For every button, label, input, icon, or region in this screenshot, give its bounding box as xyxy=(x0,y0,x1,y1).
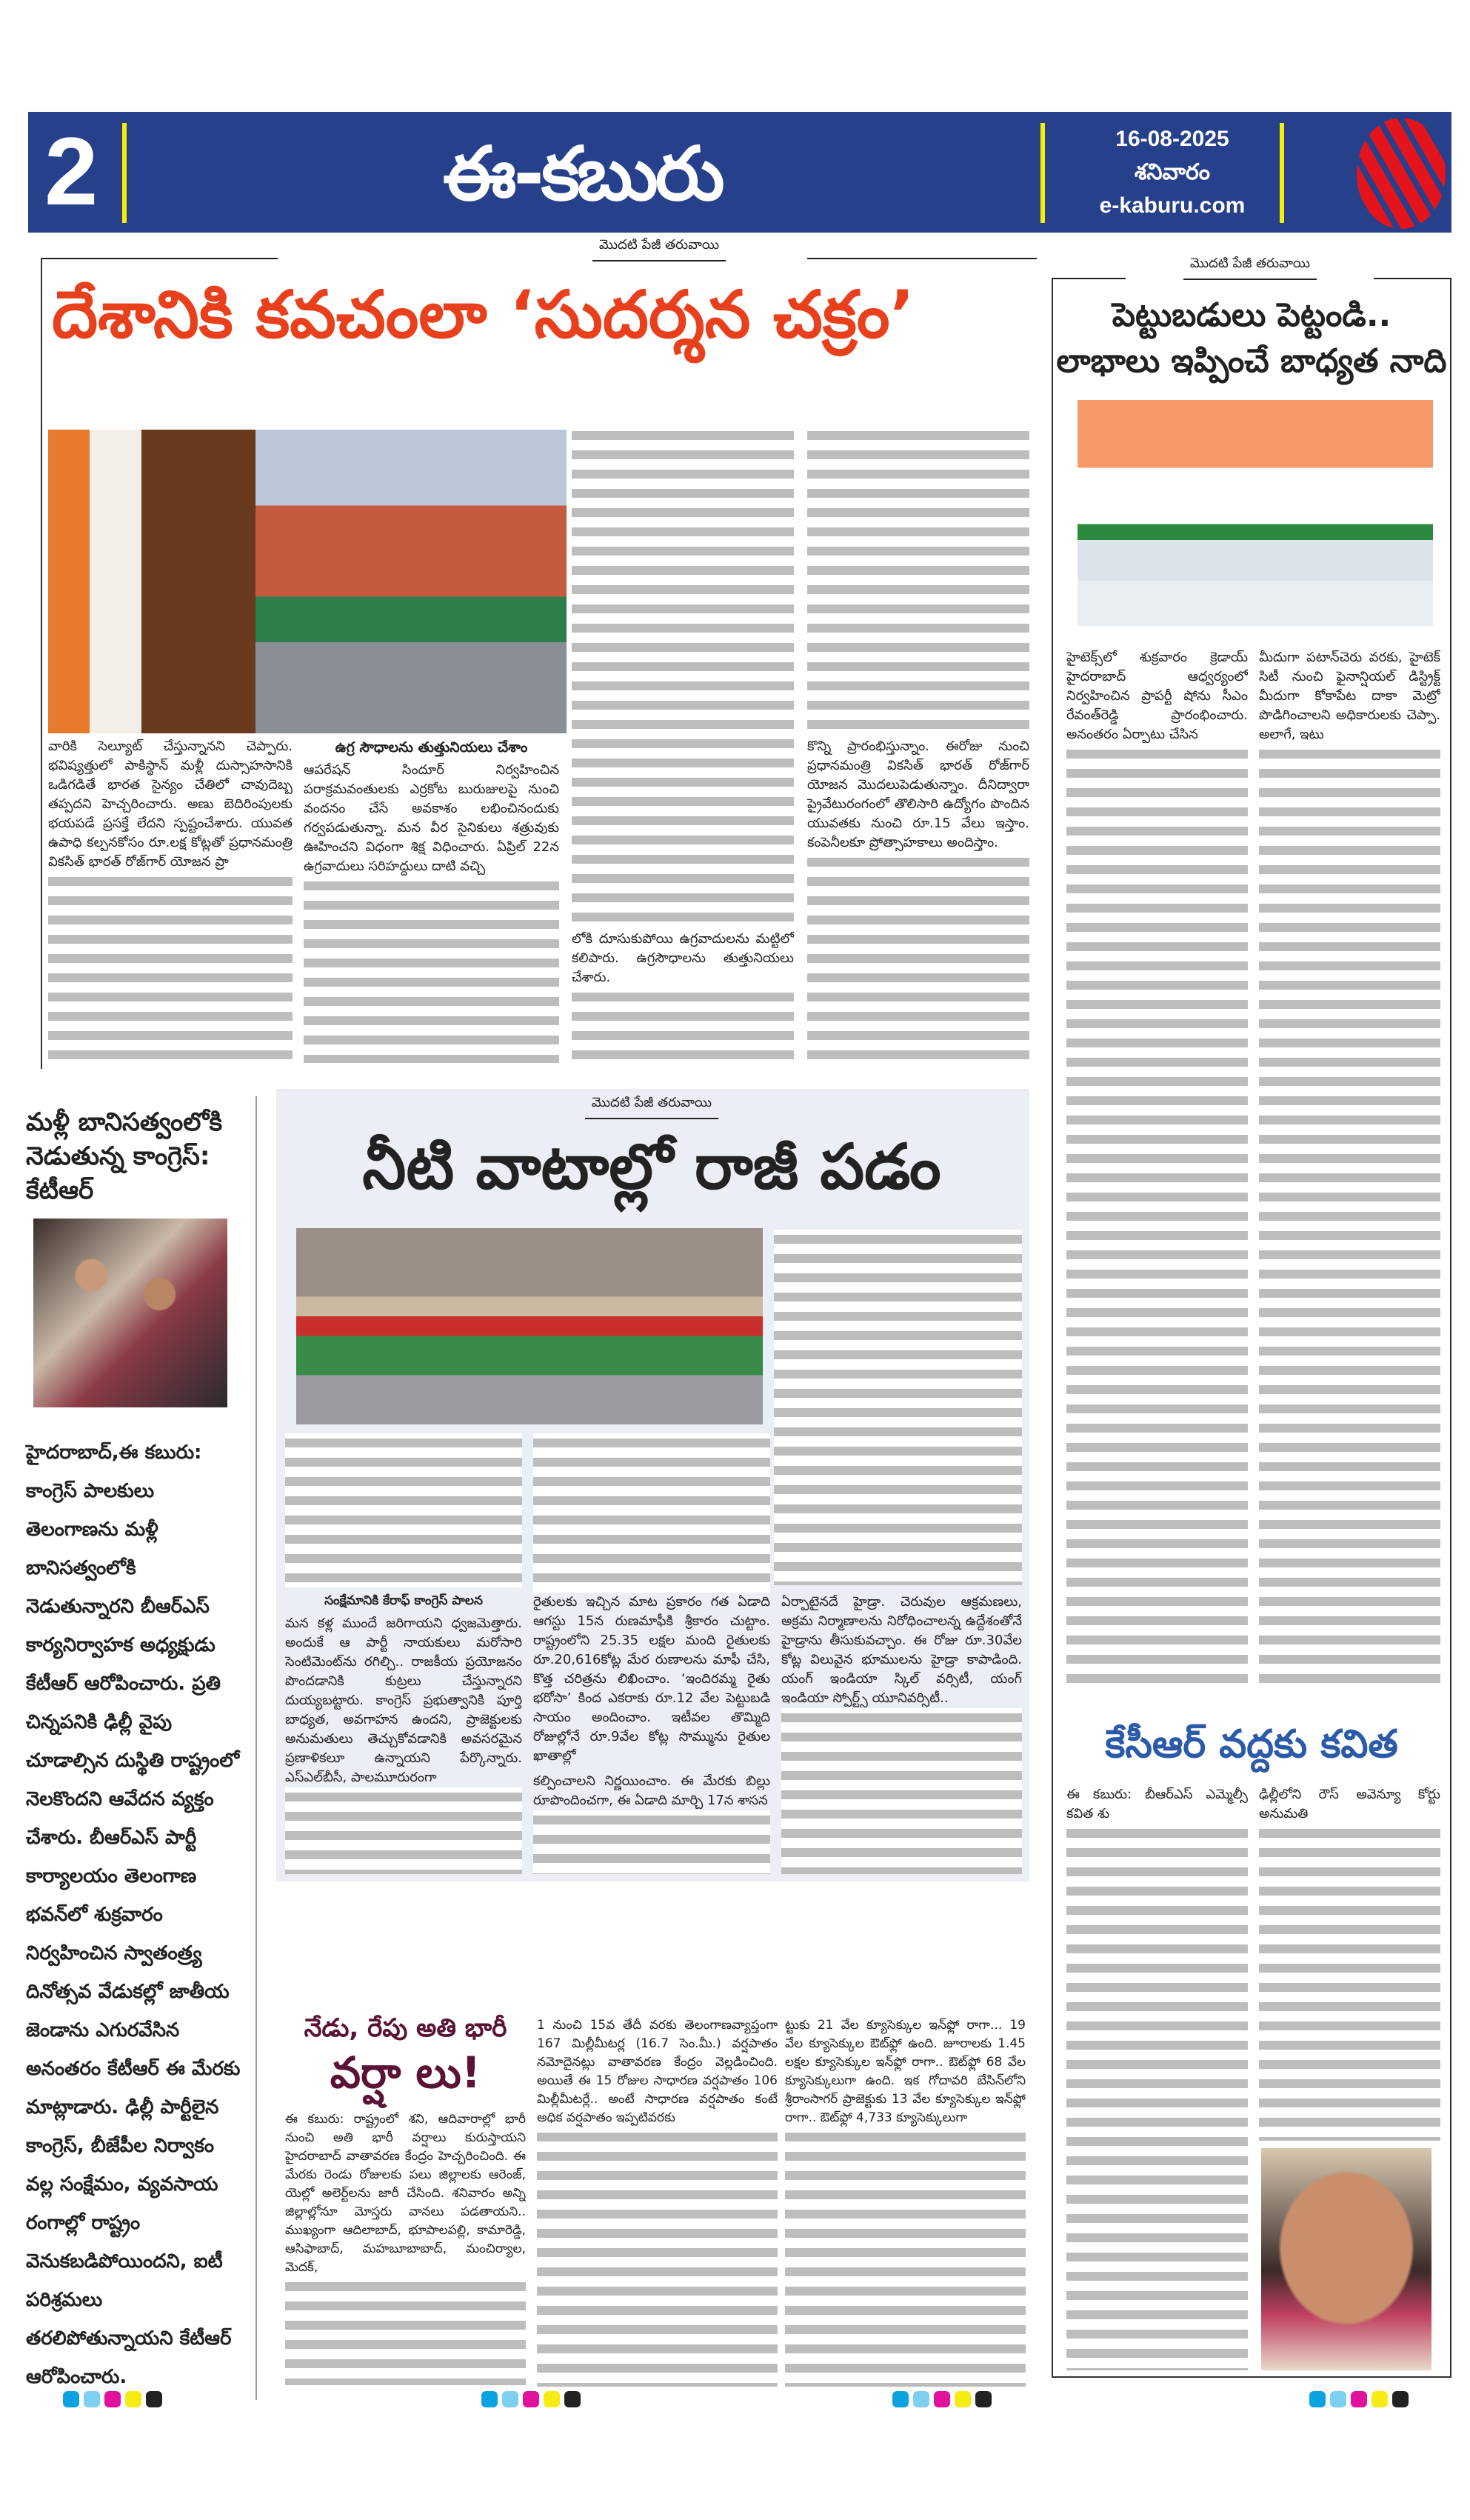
paragraph: ఏర్పాటైనదే హైడ్రా. చెరువుల ఆక్రమణలు, అక్రమ నిర్మాణాలను నిరోధించాలన్న ఉద్దేశంతోనే హైడ్రాను తీసుకువచ్చాం. ఈ రోజు రూ.30వేల కోట్ల విలువైన భూములను హైడ్రా కాపాడింది. యంగ్ ఇండియా స్కిల్ వర్సిటీ, యంగ్ ఇండియా స్పోర్ట్స్ యూనివర్సిటీ.. xyxy=(781,1594,1022,1706)
divider xyxy=(1040,123,1045,223)
article-column xyxy=(774,1230,1022,1585)
rain-headline-bottom: వర్షా లు! xyxy=(330,2047,481,2098)
color-registration-mark xyxy=(63,2391,162,2407)
article-column xyxy=(781,1593,1022,1874)
paragraph: 1 నుంచి 15వ తేదీ వరకు తెలంగాణవ్యాప్తంగా 167 మిల్లీమీటర్ల (16.7 సెం.మీ.) వర్షపాతం నమోదైనట్లు వాతావరణ కేంద్రం వెల్లడించింది. అయితే ఈ 15 రోజుల సాధారణ వర్షపాతం 106 మిల్లీమీటర్లే.. అంటే సాధారణ వర్షపాతం కంటే అధిక వర్షపాతం ఇప్పటివరకు xyxy=(537,2018,778,2125)
article-column xyxy=(785,2016,1026,2387)
column-divider xyxy=(255,1096,257,2400)
paragraph: లోకి దూసుకుపోయి ఉగ్రవాదులను మట్టిలో కలిపారు. ఉగ్రసౌధాలను తుత్తునియలు చేశారు. xyxy=(572,931,794,985)
brand-logo: ఈ-కబురు xyxy=(443,130,722,217)
water-headline: నీటి వాటాల్లో రాజీ పడం xyxy=(362,1130,941,1203)
article-column xyxy=(533,1433,770,1874)
article-column xyxy=(1066,1785,1248,2370)
subhead: ఉగ్ర సౌధాలను తుత్తునియలు చేశాం xyxy=(335,739,528,756)
masthead xyxy=(28,112,1451,233)
paragraph: ఢిల్లీలోని రౌస్ అవెన్యూ కోర్టు అనుమతి xyxy=(1259,1787,1440,1821)
photo-kavitha xyxy=(1261,2148,1431,2370)
photo-pm-red-fort xyxy=(48,430,567,733)
article-column xyxy=(1066,648,1248,1685)
paragraph: వారికి సెల్యూట్ చేస్తున్నానని చెప్పారు. భవిష్యత్తులో పాకిస్థాన్ మళ్లీ దుస్సాహసానికి ఒడిగడితే భారత సైన్యం చేతిలో చావుదెబ్బ తప్పదని హెచ్చరించారు. అణు బెదిరింపులకు భయపడే ప్రసక్తే లేదని స్పష్టంచేశారు. యువత ఉపాధి కల్పనకోసం రూ.లక్ష కోట్లతో ప్రధానమంత్రి వికసిత్ భారత్ రోజ్‌గార్ యోజన ప్రా xyxy=(48,739,293,870)
continued-label: మొదటి పేజీ తరువాయి xyxy=(585,1095,718,1119)
continued-label: మొదటి పేజీ తరువాయి xyxy=(592,237,726,261)
weekday: శనివారం xyxy=(1135,160,1210,184)
article-column xyxy=(304,737,559,1063)
kavitha-headline: కేసీఆర్ వద్దకు కవిత xyxy=(1105,1722,1398,1767)
invest-headline xyxy=(1055,293,1448,384)
article-column xyxy=(285,1433,522,1874)
photo-property-show xyxy=(1078,400,1433,626)
continued-label: మొదటి పేజీ తరువాయి xyxy=(1183,256,1317,280)
paragraph: ట్టుకు 21 వేల క్యూసెక్కుల ఇన్‌ఫ్లో రాగా... 19 వేల క్యూసెక్కుల ఔట్‌ఫ్లో ఉంది. జూరాలకు 1.45 లక్షల క్యూసెక్కుల ఇన్‌ఫ్లో రాగా.. ఔట్‌ఫ్లో 68 వేల క్యూసెక్కులుగా ఉంది. ఇక గోదావరి బేసిన్‌లోని శ్రీరాంసాగర్ ప్రాజెక్టుకు 13 వేల క్యూసెక్కుల ఇన్‌ఫ్లో రాగా.. ఔట్‌ఫ్లో 4,733 క్యూసెక్కులుగా xyxy=(785,2018,1026,2125)
paragraph: కొన్ని ప్రారంభిస్తున్నాం. ఈరోజు నుంచి ప్రధానమంత్రి వికసిత్ భారత్ రోజ్‌గార్ యోజన మొదలుపెడుతున్నాం. దీనిద్వారా ప్రైవేటురంగంలో తొలిసారి ఉద్యోగం పొందిన యువతకు నుంచి రూ.15 వేలు ఇస్తాం. కంపెనీలకూ ప్రోత్సాహకాలు అందిస్తాం. xyxy=(807,739,1029,850)
rule xyxy=(1374,278,1451,279)
rule xyxy=(1052,278,1126,279)
headline-line: లాభాలు ఇప్పించే బాధ్యత నాది xyxy=(1056,342,1447,380)
paragraph: రైతులకు ఇచ్చిన మాట ప్రకారం గత ఏడాది ఆగస్టు 15న రుణమాఫీకి శ్రీకారం చుట్టాం. రాష్ట్రంలోని 25.35 లక్షల మంది రైతులకు రూ.20,616కోట్ల మేర రుణాలను మాఫీ చేసి, కొత్త చరిత్రను లిఖించాం. ‘ఇందిరమ్మ రైతు భరోసా’ కింద ఎకరాకు రూ.12 వేల పెట్టుబడి సాయం అందించాం. ఇటీవల తొమ్మిది రోజుల్లోనే రూ.9వేల కోట్ల సొమ్మును రైతుల ఖాతాల్లో xyxy=(533,1594,770,1764)
article-column xyxy=(572,426,794,1063)
paragraph: మీదుగా పటాన్‌చెరు వరకు, హైటెక్ సిటీ నుంచి ఫైనాన్షియల్ డిస్ట్రిక్ట్ మీదుగా కోకాపేట దాకా మెట్రో పొడిగించాలని అధికారులకు చెప్పా. అలాగే, ఇటు xyxy=(1259,650,1440,742)
paragraph: మన కళ్ల ముందే జరిగాయని ధ్వజమెత్తారు. అందుకే ఆ పార్టీ నాయకులు మరోసారి సెంటిమెంట్‌ను రగిల్చి.. రాజకీయ ప్రయోజనం పొందడానికి కుట్రలు చేస్తున్నారని దుయ్యబట్టారు. కాంగ్రెస్ ప్రభుత్వానికి పూర్తి బాధ్యత, అవగాహన ఉందని, ప్రాజెక్టులకు అనుమతులు తెచ్చుకోవడానికి అవసరమైన ప్రణాళికలూ ఉన్నాయని పేర్కొన్నారు. ఎస్ఎల్‌బీసీ, పాలమూరురంగా xyxy=(285,1616,522,1785)
photo-cm-guard-of-honour xyxy=(296,1228,763,1424)
divider xyxy=(122,123,127,223)
color-registration-mark xyxy=(1309,2391,1409,2407)
article-column xyxy=(807,426,1029,1063)
article-column xyxy=(48,737,293,1063)
paragraph: కల్పించాలని నిర్ణయించాం. ఈ మేరకు బిల్లు రూపొందించగా, ఈ ఏడాది మార్చి 17న శాసన xyxy=(533,1773,770,1808)
divider xyxy=(1280,123,1284,223)
paragraph: హైటెక్స్‌లో శుక్రవారం క్రెడాయ్ హైదరాబాద్ ఆధ్వర్యంలో నిర్వహించిన ప్రాపర్టీ షోను సీఎం రేవంత్‌రెడ్డి ప్రారంభించారు. అనంతరం ఏర్పాటు చేసిన xyxy=(1066,650,1248,742)
article-column xyxy=(285,2011,526,2385)
article-column xyxy=(537,2016,778,2387)
rain-headline-top: నేడు, రేపు అతి భారీ xyxy=(304,2013,507,2043)
article-column xyxy=(1259,1785,1440,2141)
paragraph: ఆపరేషన్ సిందూర్ నిర్వహించిన పరాక్రమవంతులకు ఎర్రకోట బురుజులపై నుంచి వందనం చేసే అవకాశం లభించినందుకు గర్వపడుతున్నా. మన వీర సైనికులు శత్రువుకు ఊహించని విధంగా శిక్ష విధించారు. ఏప్రిల్ 22న ఉగ్రవాదులు సరిహద్దులు దాటి వచ్చి xyxy=(304,762,559,874)
date: 16-08-2025 xyxy=(1115,127,1229,151)
main-headline: దేశానికి కవచంలా ‘సుదర్శన చక్రం’ xyxy=(52,276,915,353)
date-block xyxy=(1058,122,1287,222)
color-registration-mark xyxy=(892,2391,992,2407)
paragraph: ఈ కబురు: బీఆర్ఎస్ ఎమ్మెల్సీ కవిత శు xyxy=(1066,1787,1248,1821)
website: e-kaburu.com xyxy=(1099,193,1246,218)
globe-logo-icon xyxy=(1357,118,1446,229)
page-number: 2 xyxy=(44,117,98,225)
article-column xyxy=(1259,648,1440,1685)
ktr-body: హైదరాబాద్,ఈ కబురు: కాంగ్రెస్ పాలకులు తెలంగాణను మళ్లీ బానిసత్వంలోకి నెడుతున్నారని బీఆర్ఎస్ కార్యనిర్వాహక అధ్యక్షుడు కేటీఆర్ ఆరోపించారు. ప్రతి చిన్నపనికి ఢిల్లీ వైపు చూడాల్సిన దుస్థితి రాష్ట్రంలో నెలకొందని ఆవేదన వ్యక్తం చేశారు. బీఆర్ఎస్ పార్టీ కార్యాలయం తెలంగాణ భవన్‌లో శుక్రవారం నిర్వహించిన స్వాతంత్ర్య దినోత్సవ వేడుకల్లో జాతీయ జెండాను ఎగురవేసిన అనంతరం కేటీఆర్ ఈ మేరకు మాట్లాడారు. ఢిల్లీ పార్టీలైన కాంగ్రెస్, బీజేపీల నిర్వాకం వల్ల సంక్షేమం, వ్యవసాయ రంగాల్లో రాష్ట్రం వెనుకబడిపోయిందని, ఐటీ పరిశ్రమలు తరలిపోతున్నాయని కేటీఆర్ ఆరోపించారు. xyxy=(26,1441,241,2388)
headline-line: పెట్టుబడులు పెట్టండి.. xyxy=(1112,296,1392,334)
photo-ktr-flag-hoisting xyxy=(33,1219,227,1407)
ktr-headline: మళ్లీ బానిసత్వంలోకి నెడుతున్న కాంగ్రెస్: కేటీఆర్ xyxy=(26,1107,223,1205)
color-registration-mark xyxy=(481,2391,581,2407)
subhead: సంక్షేమానికి కేరాఫ్ కాంగ్రెస్ పాలన xyxy=(324,1593,483,1608)
paragraph: ఈ కబురు: రాష్ట్రంలో శని, ఆదివారాల్లో భారీ నుంచి అతి భారీ వర్షాలు కురుస్తాయని హైదరాబాద్ వాతావరణ కేంద్రం హెచ్చరించింది. ఈ మేరకు రెండు రోజులకు పలు జిల్లాలకు ఆరెంజ్, యెల్లో అలెర్ట్‌లను జారీ చేసింది. శనివారం అన్ని జిల్లాల్లోనూ మోస్తరు వానలు పడతాయని.. ముఖ్యంగా ఆదిలాబాద్, భూపాలపల్లి, కామారెడ్డి, ఆసిఫాబాద్, మహబూబాబాద్, మంచిర్యాల, మెదక్, xyxy=(285,2112,526,2275)
